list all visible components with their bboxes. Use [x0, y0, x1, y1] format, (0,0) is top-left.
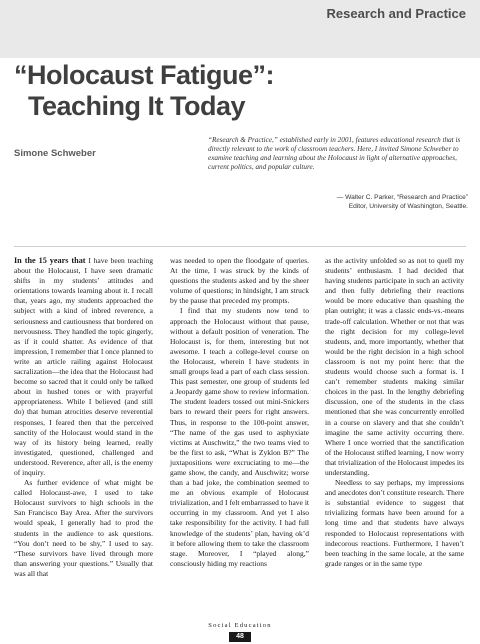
publication-name: Social Education [208, 622, 272, 629]
page-number: 48 [229, 632, 251, 642]
paragraph: was needed to open the floodgate of queries. At the time, I was struck by the kinds of questions the students asked and by the sheer volume of questions; in hindsight, I am struck by the pause that preceded my prompts. [170, 256, 309, 306]
divider-rule [14, 246, 466, 247]
title-line-1: “Holocaust Fatigue”: [14, 60, 275, 90]
section-label: Research and Practice [326, 6, 466, 21]
body-column-2 [170, 256, 309, 569]
attribution-name: — Walter C. Parker, “Research and Practice” [336, 194, 468, 201]
paragraph-text: I have been teaching about the Holocaust, I have seen dramatic shifts in my students’ attitudes and orientations towards learning about it. I recall that, years ago, my students approached the subject with a kind of inbred reverence, a seriousness and cautiousness that bordered on nervousness. They handled the topic gingerly, as if it could shatter. As evidence of that impression, I remember that I once planned to write an article railing against Holocaust sacralization—the idea that the Holocaust had become so sacred that it could only be talked about in hushed tones or with prayerful appropriateness. While I believed (and still do) that human atrocities deserve reverential responses, I feared then that the perceived sanctity of the Holocaust would stand in the way of its history being learned, really investigated, questioned, challenged and understood. Reverence, after all, is the enemy of inquiry. [14, 256, 153, 477]
editor-attribution [268, 194, 468, 211]
author-byline: Simone Schweber [14, 148, 96, 159]
header-band [0, 0, 480, 58]
title-line-2: Teaching It Today [28, 91, 246, 121]
paragraph: Needless to say perhaps, my impressions and anecdotes don’t constitute research. There is substantial evidence to suggest that trivializing formats have been around for a long time and that students have always responded to Holocaust representations with indecorous reactions. Furthermore, I haven’t been teaching in the same locale, at the same grade ranges or in the same type [325, 478, 464, 568]
attribution-affiliation: Editor, University of Washington, Seattle. [348, 202, 468, 210]
paragraph [14, 256, 153, 478]
editor-intro: “Research & Practice,” established early in 2001, features educational research that is directly relevant to the work of classroom teachers. Here, I invited Simone Schweber to examine teaching and learning about the Holocaust in light of alternative approaches, current politics, and popular culture. [208, 136, 461, 171]
paragraph: I find that my students now tend to approach the Holocaust without that pause, without a default position of veneration. The Holocaust is, for them, interesting but not awesome. I teach a college-level course on the Holocaust, wherein I have students in small groups lead a part of each class session. This past semester, one group of students led a Jeopardy game show to review information. The student leaders tossed out mini-Snickers bars to reward their peers for right answers. Thus, in response to the 100-point answer, “The name of the gas used to asphyxiate victims at Auschwitz,” the two teams vied to be the first to ask, “What is Zyklon B?” The juxtapositions were excruciating to me—the game show, the candy, and Auschwitz; worse than a bad joke, the combination seemed to me an obvious example of Holocaust trivialization, and I felt embarrassed to have it occurring in my classroom. And yet I also take responsibility for the activity. I had full knowledge of the students’ plan, having ok’d it before allowing them to take the classroom stage. Moreover, I “played along,” consciously hiding my reactions [170, 306, 309, 568]
paragraph: As further evidence of what might be called Holocaust-awe, I used to take Holocaust survivors to high schools in the San Francisco Bay Area. After the survivors would speak, I generally had to prod the students in the audience to ask questions. “You don’t need to be shy,” I used to say. “These survivors have lived through more than answering your questions.” Usually that was all that [14, 478, 153, 578]
paragraph: as the activity unfolded so as not to quell my students’ enthusiasm. I had decided that having students participate in such an activity and then fully debriefing their reactions would be more educative than quashing the plan outright; it was a classic ends-vs.-means trade-off calculation. Whether or not that was the right decision for my college-level students, and, more importantly, whether that would be the right decision in a high school classroom is not my point here: that the students would choose such a format is. I can’t remember students making similar choices in the past. In the lengthy debriefing discussion, one of the students in the class mentioned that she was concurrently enrolled in a course on slavery and that she couldn’t imagine the same activity occurring there. Where I once worried that the sanctification of the Holocaust stifled learning, I now worry that trivialization of the Holocaust impedes its understanding. [325, 256, 464, 477]
article-title [14, 60, 454, 122]
body-column-1 [14, 256, 153, 579]
lead-in: In the 15 years that [14, 256, 86, 265]
body-column-3 [325, 256, 464, 569]
